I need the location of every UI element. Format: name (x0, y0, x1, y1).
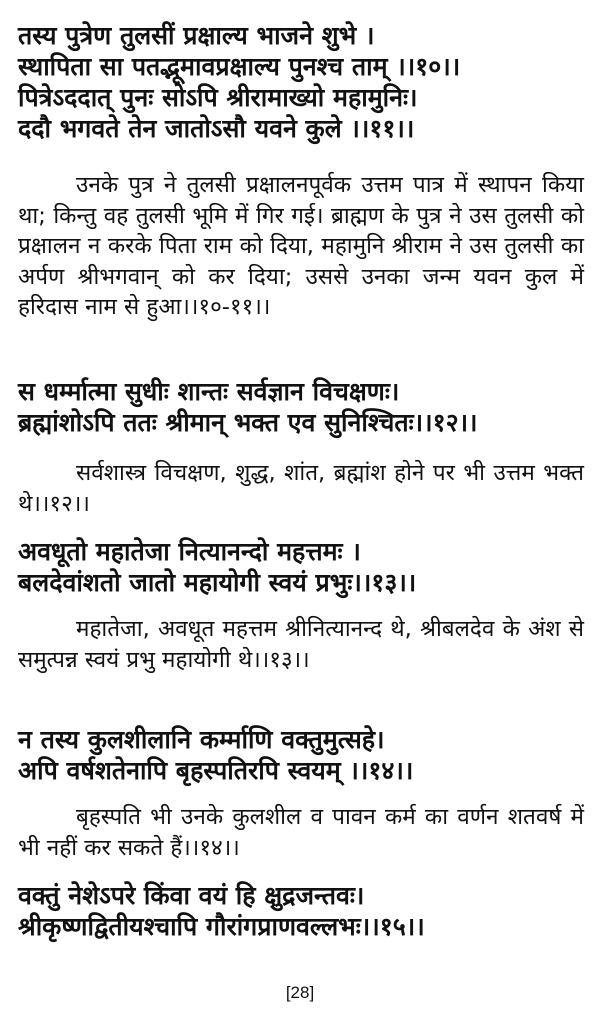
verse-line: श्रीकृष्णद्वितीयश्चापि गौरांगप्राणवल्लभः।।१५।। (18, 912, 425, 941)
page-number: [28] (285, 983, 315, 1002)
verse-line: अवधूतो महातेजा नित्यानन्दो महत्तमः । (18, 537, 361, 566)
verse-block-15 (18, 880, 582, 942)
verse-line: स धर्म्मात्मा सुधीः शान्तः सर्वज्ञान विचक्षणः। (18, 377, 400, 406)
verse-block-14 (18, 724, 582, 786)
translation-14: बृहस्पति भी उनके कुलशील व पावन कर्म का वर्णन शतवर्ष में भी नहीं कर सकते हैं।।१४।। (18, 804, 584, 861)
verse-line: तस्य पुत्रेण तुलसीं प्रक्षाल्य भाजने शुभे । (18, 21, 375, 50)
verse-line: स्थापिता सा पतद्भूमावप्रक्षाल्य पुनश्च ताम् ।।१०।। (18, 52, 461, 81)
verse-line: ब्रह्मांशोऽपि ततः श्रीमान् भक्त एव सुनिश्चितः।।१२।। (18, 408, 478, 437)
verse-line: अपि वर्षशतेनापि बृहस्पतिरपि स्वयम् ।।१४।। (18, 756, 414, 785)
translation-10-11: उनके पुत्र ने तुलसी प्रक्षालनपूर्वक उत्तम पात्र में स्थापन किया था; किन्तु वह तुलसी भूमि में गिर गई। ब्राह्मण के पुत्र ने उस तुलसी को प्रक्षालन न करके पिता राम को दिया, महामुनि श्रीराम ने उस तुलसी का अर्पण श्रीभगवान् को कर दिया; उससे उनका जन्म यवन कुल में हरिदास नाम से हुआ।।१०-११।। (18, 172, 584, 320)
verse-line: वक्तुं नेशेऽपरे किंवा वयं हि क्षुद्रजन्तवः। (18, 881, 365, 910)
verse-line: ददौ भगवते तेन जातोऽसौ यवने कुले ।।११।। (18, 114, 415, 143)
translation-13: महातेजा, अवधूत महत्तम श्रीनित्यानन्द थे, श्रीबलदेव के अंश से समुत्पन्न स्वयं प्रभु महायोगी थे।।१३।। (18, 616, 584, 673)
verse-block-13 (18, 536, 582, 598)
translation-12: सर्वशास्त्र विचक्षण, शुद्ध, शांत, ब्रह्मांश होने पर भी उत्तम भक्त थे।।१२।। (18, 460, 584, 517)
verse-block-10-11 (18, 20, 582, 144)
verse-line: बलदेवांशतो जातो महायोगी स्वयं प्रभुः।।१३।। (18, 568, 417, 597)
verse-line: पित्रेऽददात् पुनः सोऽपि श्रीरामाख्यो महामुनिः। (18, 83, 418, 112)
verse-block-12 (18, 376, 582, 438)
verse-line: न तस्य कुलशीलानि कर्म्माणि वक्तुमुत्सहे। (18, 725, 385, 754)
